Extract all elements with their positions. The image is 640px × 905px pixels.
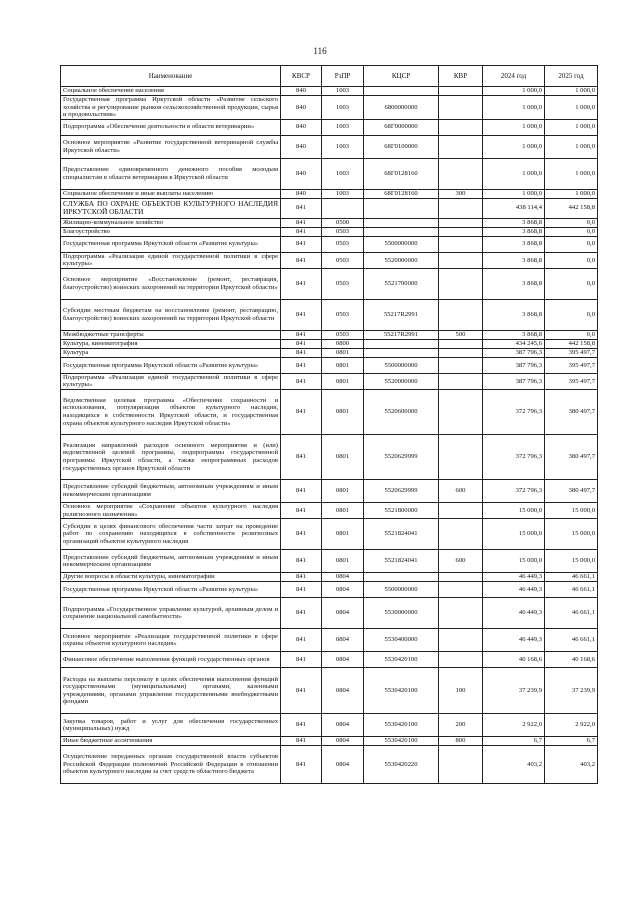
cell-2025: 2 922,0 <box>545 714 598 737</box>
cell-kvr <box>439 519 483 550</box>
cell-kvsr: 841 <box>281 373 322 389</box>
cell-2025: 1 000,0 <box>545 87 598 96</box>
cell-kvr <box>439 598 483 629</box>
cell-2025: 6,7 <box>545 737 598 746</box>
header-2024: 2024 год <box>483 66 545 87</box>
cell-2024: 387 796,3 <box>483 357 545 373</box>
cell-rzpr: 0503 <box>322 236 364 252</box>
cell-kvsr: 841 <box>281 652 322 668</box>
cell-2025: 403,2 <box>545 746 598 784</box>
cell-kvr <box>439 198 483 218</box>
cell-2025: 380 497,7 <box>545 435 598 480</box>
table-row <box>61 339 598 348</box>
cell-rzpr: 0503 <box>322 330 364 339</box>
table-row <box>61 189 598 198</box>
cell-2024: 6,7 <box>483 737 545 746</box>
table-row <box>61 135 598 158</box>
cell-kcsr: 5530420100 <box>364 737 439 746</box>
cell-kvsr: 840 <box>281 189 322 198</box>
cell-name: Другие вопросы в области культуры, кинематографии <box>61 573 281 582</box>
cell-2025: 1 000,0 <box>545 135 598 158</box>
cell-name: Подпрограмма «Реализация единой государственной политики в сфере культуры» <box>61 252 281 268</box>
table-row <box>61 598 598 629</box>
cell-2024: 372 796,3 <box>483 435 545 480</box>
header-2025: 2025 год <box>545 66 598 87</box>
cell-2024: 37 239,9 <box>483 668 545 714</box>
cell-2024: 3 868,8 <box>483 227 545 236</box>
table-row <box>61 519 598 550</box>
cell-rzpr: 0804 <box>322 668 364 714</box>
cell-kvsr: 841 <box>281 218 322 227</box>
cell-rzpr: 0503 <box>322 268 364 299</box>
cell-name: Жилищно-коммунальное хозяйство <box>61 218 281 227</box>
cell-2024: 387 796,3 <box>483 348 545 357</box>
cell-rzpr: 0801 <box>322 357 364 373</box>
cell-rzpr: 1003 <box>322 119 364 135</box>
cell-kcsr: 5521824041 <box>364 519 439 550</box>
cell-kvr <box>439 96 483 120</box>
cell-2024: 3 868,8 <box>483 236 545 252</box>
cell-rzpr: 0503 <box>322 299 364 330</box>
cell-kvsr: 841 <box>281 435 322 480</box>
cell-2024: 15 000,0 <box>483 519 545 550</box>
cell-kvsr: 841 <box>281 339 322 348</box>
table-row <box>61 629 598 652</box>
cell-kvr: 800 <box>439 737 483 746</box>
table-row <box>61 252 598 268</box>
table-row <box>61 480 598 503</box>
cell-rzpr: 0804 <box>322 714 364 737</box>
cell-kcsr: 5530420100 <box>364 668 439 714</box>
cell-kvsr: 841 <box>281 737 322 746</box>
cell-kvsr: 840 <box>281 158 322 189</box>
cell-kvsr: 841 <box>281 480 322 503</box>
table-header-row <box>61 66 598 87</box>
cell-2025: 380 497,7 <box>545 390 598 435</box>
cell-kcsr: 5500000000 <box>364 582 439 598</box>
cell-kcsr: 5500000000 <box>364 236 439 252</box>
cell-name: Государственная программа Иркутской области «Развитие культуры» <box>61 582 281 598</box>
cell-kvsr: 841 <box>281 550 322 573</box>
cell-name: Основное мероприятие «Восстановление (ремонт, реставрация, благоустройство) воинских захоронений на территории Иркутской области» <box>61 268 281 299</box>
cell-kvsr: 841 <box>281 573 322 582</box>
cell-kcsr <box>364 339 439 348</box>
cell-kcsr <box>364 218 439 227</box>
cell-rzpr: 0801 <box>322 550 364 573</box>
cell-kcsr: 5521824041 <box>364 550 439 573</box>
cell-rzpr <box>322 198 364 218</box>
cell-kvr <box>439 135 483 158</box>
table-row <box>61 330 598 339</box>
cell-kvsr: 841 <box>281 598 322 629</box>
header-name: Наименование <box>61 66 281 87</box>
cell-kvsr: 841 <box>281 629 322 652</box>
cell-2025: 1 000,0 <box>545 158 598 189</box>
cell-name: СЛУЖБА ПО ОХРАНЕ ОБЪЕКТОВ КУЛЬТУРНОГО НАСЛЕДИЯ ИРКУТСКОЙ ОБЛАСТИ <box>61 198 281 218</box>
cell-kvr <box>439 582 483 598</box>
cell-kvr: 500 <box>439 330 483 339</box>
cell-2025: 15 000,0 <box>545 519 598 550</box>
cell-2025: 442 158,8 <box>545 339 598 348</box>
cell-name: Предоставление единовременного денежного пособия молодым специалистам в области ветеринарии в Иркутской области <box>61 158 281 189</box>
cell-2025: 37 239,9 <box>545 668 598 714</box>
cell-2025: 1 000,0 <box>545 119 598 135</box>
table-row <box>61 503 598 519</box>
table-row <box>61 119 598 135</box>
cell-kvr: 200 <box>439 714 483 737</box>
cell-name: Субсидии местным бюджетам на восстановление (ремонт, реставрацию, благоустройство) воинских захоронений на территории Иркутской области <box>61 299 281 330</box>
table-row <box>61 87 598 96</box>
cell-kcsr <box>364 348 439 357</box>
cell-2025: 15 000,0 <box>545 550 598 573</box>
cell-rzpr: 0503 <box>322 227 364 236</box>
cell-kcsr: 68Г0128160 <box>364 189 439 198</box>
cell-kvr: 100 <box>439 668 483 714</box>
cell-name: Подпрограмма «Государственное управление культурой, архивным делом и сохранение национальной самобытности» <box>61 598 281 629</box>
cell-kvr <box>439 268 483 299</box>
cell-kcsr <box>364 227 439 236</box>
header-kcsr: КЦСР <box>364 66 439 87</box>
cell-rzpr: 0804 <box>322 573 364 582</box>
cell-2025: 40 168,6 <box>545 652 598 668</box>
cell-rzpr: 1003 <box>322 158 364 189</box>
table-row <box>61 390 598 435</box>
table-row <box>61 550 598 573</box>
cell-kcsr: 5520600000 <box>364 390 439 435</box>
cell-2024: 40 168,6 <box>483 652 545 668</box>
table-row <box>61 218 598 227</box>
cell-rzpr: 0804 <box>322 629 364 652</box>
cell-name: Реализация направлений расходов основного мероприятия и (или) ведомственной целевой программы, подпрограммы государственной программы Иркутской области, а также непрограммных расходов государственных органов Иркутской области <box>61 435 281 480</box>
cell-kvr <box>439 158 483 189</box>
cell-kcsr: 5520000000 <box>364 373 439 389</box>
cell-kvsr: 841 <box>281 236 322 252</box>
header-kvsr: КВСР <box>281 66 322 87</box>
cell-kcsr: 5530000000 <box>364 598 439 629</box>
cell-2024: 1 000,0 <box>483 119 545 135</box>
table-row <box>61 357 598 373</box>
cell-name: Культура <box>61 348 281 357</box>
cell-name: Иные бюджетные ассигнования <box>61 737 281 746</box>
cell-name: Государственная программа Иркутской области «Развитие культуры» <box>61 236 281 252</box>
table-row <box>61 737 598 746</box>
cell-2024: 372 796,3 <box>483 390 545 435</box>
cell-2024: 387 796,3 <box>483 373 545 389</box>
cell-2024: 2 922,0 <box>483 714 545 737</box>
cell-rzpr: 1003 <box>322 189 364 198</box>
table-row <box>61 573 598 582</box>
cell-kvsr: 841 <box>281 252 322 268</box>
cell-2024: 3 868,8 <box>483 252 545 268</box>
cell-rzpr: 1003 <box>322 135 364 158</box>
table-row <box>61 668 598 714</box>
cell-2025: 1 000,0 <box>545 189 598 198</box>
cell-2025: 0,0 <box>545 268 598 299</box>
cell-name: Предоставление субсидий бюджетным, автономным учреждениям и иным некоммерческим организациям <box>61 480 281 503</box>
cell-2024: 46 449,3 <box>483 629 545 652</box>
cell-kvr: 600 <box>439 480 483 503</box>
cell-2024: 372 796,3 <box>483 480 545 503</box>
cell-2024: 438 114,4 <box>483 198 545 218</box>
cell-kvr <box>439 573 483 582</box>
cell-kcsr <box>364 198 439 218</box>
cell-kvsr: 841 <box>281 714 322 737</box>
cell-rzpr: 0801 <box>322 435 364 480</box>
table-row <box>61 198 598 218</box>
cell-kvr <box>439 299 483 330</box>
cell-name: Основное мероприятие «Сохранение объектов культурного наследия религиозного назначения» <box>61 503 281 519</box>
cell-kcsr <box>364 87 439 96</box>
table-row <box>61 348 598 357</box>
cell-name: Социальное обеспечение и иные выплаты населению <box>61 189 281 198</box>
cell-kcsr: 5530420220 <box>364 746 439 784</box>
cell-kvsr: 841 <box>281 668 322 714</box>
cell-2025: 46 661,1 <box>545 629 598 652</box>
cell-rzpr: 0801 <box>322 373 364 389</box>
cell-kvsr: 841 <box>281 582 322 598</box>
cell-kvsr: 840 <box>281 135 322 158</box>
cell-kcsr: 5500000000 <box>364 357 439 373</box>
table-row <box>61 435 598 480</box>
cell-name: Подпрограмма «Обеспечение деятельности в области ветеринарии» <box>61 119 281 135</box>
table-row <box>61 582 598 598</box>
cell-kcsr: 5520629999 <box>364 480 439 503</box>
cell-kcsr: 5530420100 <box>364 714 439 737</box>
cell-name: Основное мероприятие «Развитие государственной ветеринарной службы Иркутской области» <box>61 135 281 158</box>
cell-name: Государственная программа Иркутской области «Развитие культуры» <box>61 357 281 373</box>
cell-2024: 3 868,8 <box>483 268 545 299</box>
table-row <box>61 96 598 120</box>
cell-name: Государственная программа Иркутской области «Развитие сельского хозяйства и регулирование рынков сельскохозяйственной продукции, сырья и продовольствия» <box>61 96 281 120</box>
cell-kvr <box>439 503 483 519</box>
table-row <box>61 236 598 252</box>
cell-name: Культура, кинематография <box>61 339 281 348</box>
cell-name: Предоставление субсидий бюджетным, автономным учреждениям и иным некоммерческим организациям <box>61 550 281 573</box>
cell-2025: 46 661,1 <box>545 573 598 582</box>
cell-kvsr: 841 <box>281 330 322 339</box>
cell-kcsr: 5530400000 <box>364 629 439 652</box>
cell-2025: 0,0 <box>545 218 598 227</box>
cell-kcsr: 68Г0000000 <box>364 119 439 135</box>
cell-kcsr: 55217R2991 <box>364 330 439 339</box>
cell-2024: 1 000,0 <box>483 96 545 120</box>
cell-kvsr: 841 <box>281 746 322 784</box>
table-row <box>61 227 598 236</box>
cell-2024: 1 000,0 <box>483 158 545 189</box>
cell-2025: 15 000,0 <box>545 503 598 519</box>
header-rzpr: РзПР <box>322 66 364 87</box>
page-number: 116 <box>313 46 327 56</box>
cell-name: Ведомственная целевая программа «Обеспечение сохранности и использования, популяризация объектов культурного наследия, находящихся в собственности Иркутской области, и государственная охрана объектов культурного наследия Иркутской области» <box>61 390 281 435</box>
cell-rzpr: 0804 <box>322 746 364 784</box>
cell-kvsr: 840 <box>281 119 322 135</box>
cell-kvsr: 841 <box>281 390 322 435</box>
cell-kvsr: 840 <box>281 96 322 120</box>
cell-2025: 0,0 <box>545 299 598 330</box>
table-row <box>61 299 598 330</box>
cell-2025: 395 497,7 <box>545 357 598 373</box>
cell-kvsr: 841 <box>281 198 322 218</box>
cell-kvsr: 840 <box>281 87 322 96</box>
cell-2024: 1 000,0 <box>483 135 545 158</box>
cell-kvr: 600 <box>439 550 483 573</box>
cell-kvr <box>439 746 483 784</box>
cell-rzpr: 0500 <box>322 218 364 227</box>
cell-2025: 380 497,7 <box>545 480 598 503</box>
cell-rzpr: 0801 <box>322 480 364 503</box>
cell-2025: 0,0 <box>545 330 598 339</box>
cell-kvr <box>439 252 483 268</box>
cell-kvsr: 841 <box>281 227 322 236</box>
cell-2024: 3 868,8 <box>483 218 545 227</box>
cell-kvr <box>439 236 483 252</box>
cell-2024: 403,2 <box>483 746 545 784</box>
cell-rzpr: 0800 <box>322 339 364 348</box>
cell-2024: 15 000,0 <box>483 503 545 519</box>
cell-kvsr: 841 <box>281 503 322 519</box>
cell-2025: 1 000,0 <box>545 96 598 120</box>
cell-rzpr: 0801 <box>322 348 364 357</box>
cell-name: Расходы на выплаты персоналу в целях обеспечения выполнения функций государственными (муниципальными) органами, казенными учреждениями, органами управления государственными внебюджетными фондами <box>61 668 281 714</box>
cell-2025: 0,0 <box>545 236 598 252</box>
cell-rzpr: 0801 <box>322 503 364 519</box>
cell-kvr <box>439 652 483 668</box>
cell-name: Осуществление переданных органам государственной власти субъектов Российской Федерации полномочий Российской Федерации в отношении объектов культурного наследия за счет средств областного бюджета <box>61 746 281 784</box>
cell-kcsr: 6800000000 <box>364 96 439 120</box>
cell-2025: 0,0 <box>545 227 598 236</box>
cell-2024: 3 868,8 <box>483 299 545 330</box>
cell-kvr <box>439 227 483 236</box>
cell-kvsr: 841 <box>281 299 322 330</box>
cell-rzpr: 0503 <box>322 252 364 268</box>
cell-rzpr: 1003 <box>322 96 364 120</box>
cell-kcsr: 5530420100 <box>364 652 439 668</box>
cell-rzpr: 0801 <box>322 519 364 550</box>
cell-2024: 434 245,6 <box>483 339 545 348</box>
cell-kcsr: 68Г0128160 <box>364 158 439 189</box>
cell-2024: 46 449,3 <box>483 598 545 629</box>
cell-kcsr: 5521700000 <box>364 268 439 299</box>
table-row <box>61 714 598 737</box>
cell-rzpr: 0804 <box>322 737 364 746</box>
cell-name: Социальное обеспечение населения <box>61 87 281 96</box>
cell-rzpr: 0804 <box>322 598 364 629</box>
cell-2025: 46 661,1 <box>545 598 598 629</box>
cell-kvsr: 841 <box>281 519 322 550</box>
cell-name: Финансовое обеспечение выполнения функций государственных органов <box>61 652 281 668</box>
cell-2024: 15 000,0 <box>483 550 545 573</box>
cell-name: Межбюджетные трансферты <box>61 330 281 339</box>
budget-table <box>60 65 598 784</box>
cell-kcsr: 55217R2991 <box>364 299 439 330</box>
cell-name: Благоустройство <box>61 227 281 236</box>
cell-2025: 395 497,7 <box>545 373 598 389</box>
cell-kcsr <box>364 573 439 582</box>
cell-2024: 46 449,3 <box>483 582 545 598</box>
cell-rzpr: 1003 <box>322 87 364 96</box>
cell-name: Основное мероприятие «Реализация государственной политики в сфере охраны объектов культурного наследия» <box>61 629 281 652</box>
cell-2024: 1 000,0 <box>483 189 545 198</box>
cell-kvr <box>439 119 483 135</box>
cell-kvr: 300 <box>439 189 483 198</box>
cell-kvr <box>439 435 483 480</box>
cell-kcsr: 5520629999 <box>364 435 439 480</box>
cell-kvr <box>439 390 483 435</box>
cell-name: Субсидии в целях финансового обеспечения части затрат на проведение работ по сохранению находящихся в собственности религиозных организаций объектов культурного наследия <box>61 519 281 550</box>
cell-name: Подпрограмма «Реализация единой государственной политики в сфере культуры» <box>61 373 281 389</box>
cell-2024: 46 449,3 <box>483 573 545 582</box>
cell-rzpr: 0804 <box>322 652 364 668</box>
cell-2025: 442 158,8 <box>545 198 598 218</box>
cell-kvr <box>439 629 483 652</box>
cell-kvr <box>439 218 483 227</box>
cell-2025: 0,0 <box>545 252 598 268</box>
table-row <box>61 373 598 389</box>
cell-2025: 46 661,1 <box>545 582 598 598</box>
table-row <box>61 268 598 299</box>
cell-rzpr: 0804 <box>322 582 364 598</box>
cell-kvr <box>439 339 483 348</box>
cell-kvsr: 841 <box>281 357 322 373</box>
cell-kcsr: 68Г0100000 <box>364 135 439 158</box>
cell-kvr <box>439 373 483 389</box>
cell-kcsr: 5521800000 <box>364 503 439 519</box>
cell-rzpr: 0801 <box>322 390 364 435</box>
table-row <box>61 746 598 784</box>
cell-name: Закупка товаров, работ и услуг для обеспечения государственных (муниципальных) нужд <box>61 714 281 737</box>
header-kvr: КВР <box>439 66 483 87</box>
cell-kvr <box>439 87 483 96</box>
cell-kcsr: 5520000000 <box>364 252 439 268</box>
table-row <box>61 158 598 189</box>
cell-kvsr: 841 <box>281 348 322 357</box>
cell-2024: 3 868,8 <box>483 330 545 339</box>
cell-2024: 1 000,0 <box>483 87 545 96</box>
cell-2025: 395 497,7 <box>545 348 598 357</box>
cell-kvsr: 841 <box>281 268 322 299</box>
cell-kvr <box>439 357 483 373</box>
cell-kvr <box>439 348 483 357</box>
table-row <box>61 652 598 668</box>
